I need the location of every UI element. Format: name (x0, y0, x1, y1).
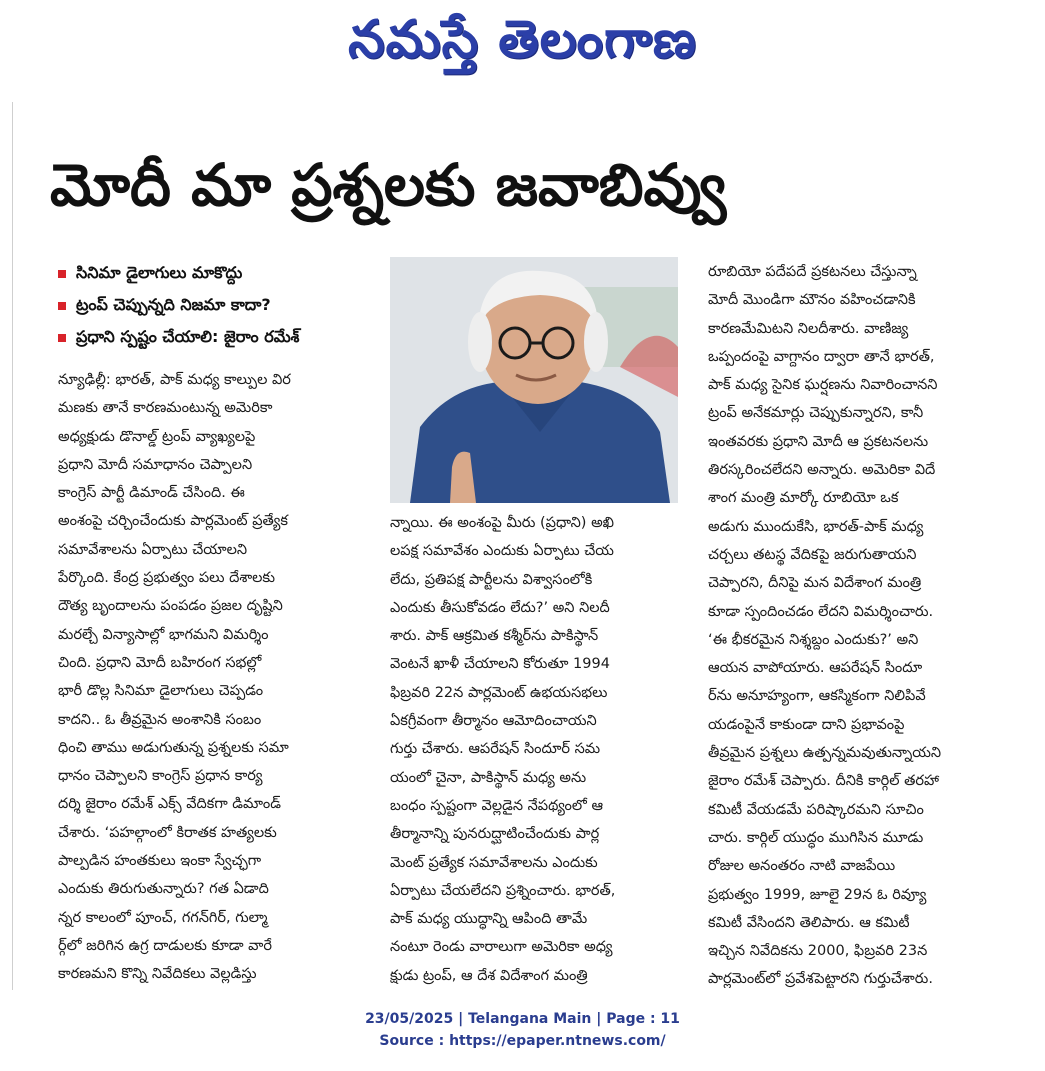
newspaper-logo: నమస్తే తెలంగాణ (348, 10, 697, 70)
article-column-3: రూబియో పదేపదే ప్రకటనలు చేస్తున్నా మోదీ మొండిగా మౌనం వహించడానికి కారణమేమిటని నిలదీశారు. వాణిజ్య ఒప్పందంపై వాగ్దానం ద్వారా తానే భారత్, పాక్ మధ్య సైనిక ఘర్షణను నివారించానని ట్రంప్ అనేకమార్లు చెప్పుకున్నారని, కానీ ఇంతవరకు ప్రధాని మోదీ ఆ ప్రకటనలను తిరస్కరించలేదని అన్నారు. అమెరికా విదే శాంగ మంత్రి మార్కో రూబియో ఒక అడుగు ముందుకేసి, భారత్-పాక్ మధ్య చర్చలు తటస్థ వేదికపై జరుగుతాయని చెప్పారని, దీనిపై మన విదేశాంగ మంత్రి కూడా స్పందించడం లేదని విమర్శించారు. ‘ఈ భీకరమైన నిశ్శబ్దం ఎందుకు?’ అని ఆయన వాపోయారు. ఆపరేషన్ సిందూ ర్‌ను అనూహ్యంగా, ఆకస్మికంగా నిలిపివే యడంపైనే కాకుండా దాని ప్రభావంపై తీవ్రమైన ప్రశ్నలు ఉత్పన్నమవుతున్నాయని జైరాం రమేశ్ చెప్పారు. దీనికి కార్గిల్ తరహా కమిటీ వేయడమే పరిష్కారమని సూచిం చారు. కార్గిల్ యుద్ధం ముగిసిన మూడు రోజుల అనంతరం నాటి వాజపేయి ప్రభుత్వం 1999, జూలై 29న ఓ రివ్యూ కమిటీ వేసిందని తెలిపారు. ఆ కమిటీ ఇచ్చిన నివేదికను 2000, ఫిబ్రవరి 23న పార్లమెంట్‌లో ప్రవేశపెట్టారని గుర్తుచేశారు. (708, 264, 942, 988)
page-border (12, 102, 13, 990)
subheading-list (58, 258, 376, 354)
footer-date-page: 23/05/2025 | Telangana Main | Page : 11 (365, 1011, 680, 1027)
subheading-item: సినిమా డైలాగులు మాకొద్దు (58, 258, 376, 290)
subheading-item: ట్రంప్ చెప్పున్నది నిజమా కాదా? (58, 290, 376, 322)
article-column-2: న్నాయి. ఈ అంశంపై మీరు (ప్రధాని) అఖి లపక్ష సమావేశం ఎందుకు ఏర్పాటు చేయ లేదు, ప్రతిపక్ష పార్టీలను విశ్వాసంలోకి ఎందుకు తీసుకోవడం లేదు?’ అని నిలదీ శారు. పాక్ ఆక్రమిత కశ్మీర్‌ను పాకిస్థాన్ వెంటనే ఖాళీ చేయాలని కోరుతూ 1994 ఫిబ్రవరి 22న పార్లమెంట్ ఉభయసభలు ఏకగ్రీవంగా తీర్మానం ఆమోదించాయని గుర్తు చేశారు. ఆపరేషన్ సిందూర్ సమ యంలో చైనా, పాకిస్థాన్ మధ్య అను బంధం స్పష్టంగా వెల్లడైన నేపథ్యంలో ఆ తీర్మానాన్ని పునరుద్ఘాటించేందుకు పార్ల మెంట్ ప్రత్యేక సమావేశాలను ఎందుకు ఏర్పాటు చేయలేదని ప్రశ్నించారు. భారత్, పాక్ మధ్య యుద్ధాన్ని ఆపింది తామే నంటూ రెండు వారాలుగా అమెరికా అధ్య క్షుడు ట్రంప్, ఆ దేశ విదేశాంగ మంత్రి (390, 515, 616, 984)
article-headline: మోదీ మా ప్రశ్నలకు జవాబివ్వు (50, 151, 727, 219)
subheading-item: ప్రధాని స్పష్టం చేయాలి: జైరాం రమేశ్ (58, 322, 376, 354)
portrait-illustration (390, 257, 678, 503)
article-photo (390, 257, 678, 503)
masthead (0, 0, 1045, 80)
footer-source: Source : https://epaper.ntnews.com/ (379, 1033, 666, 1049)
article-column-1: న్యూఢిల్లీ: భారత్, పాక్ మధ్య కాల్పుల విర మణకు తానే కారణమంటున్న అమెరికా అధ్యక్షుడు డొనాల్డ్ ట్రంప్ వ్యాఖ్యలపై ప్రధాని మోదీ సమాధానం చెప్పాలని కాంగ్రెస్ పార్టీ డిమాండ్ చేసింది. ఈ అంశంపై చర్చించేందుకు పార్లమెంట్ ప్రత్యేక సమావేశాలను ఏర్పాటు చేయాలని పేర్కొంది. కేంద్ర ప్రభుత్వం పలు దేశాలకు దౌత్య బృందాలను పంపడం ప్రజల దృష్టిని మరల్చే విన్యాసాల్లో భాగమని విమర్శిం చింది. ప్రధాని మోదీ బహిరంగ సభల్లో భారీ డొల్ల సినిమా డైలాగులు చెప్పడం కాదని.. ఓ తీవ్రమైన అంశానికి సంబం ధించి తాము అడుగుతున్న ప్రశ్నలకు సమా ధానం చెప్పాలని కాంగ్రెస్ ప్రధాన కార్య దర్శి జైరాం రమేశ్ ఎక్స్ వేదికగా డిమాండ్ చేశారు. ‘పహల్గాంలో కిరాతక హత్యలకు పాల్పడిన హంతకులు ఇంకా స్వేచ్ఛగా ఎందుకు తిరుగుతున్నారు? గత ఏడాది న్నర కాలంలో పూంచ్, గగన్‌గిర్, గుల్మా ర్గ్‌లో జరిగిన ఉగ్ర దాడులకు కూడా వారే కారణమని కొన్ని నివేదికలు వెల్లడిస్తు (58, 372, 291, 983)
